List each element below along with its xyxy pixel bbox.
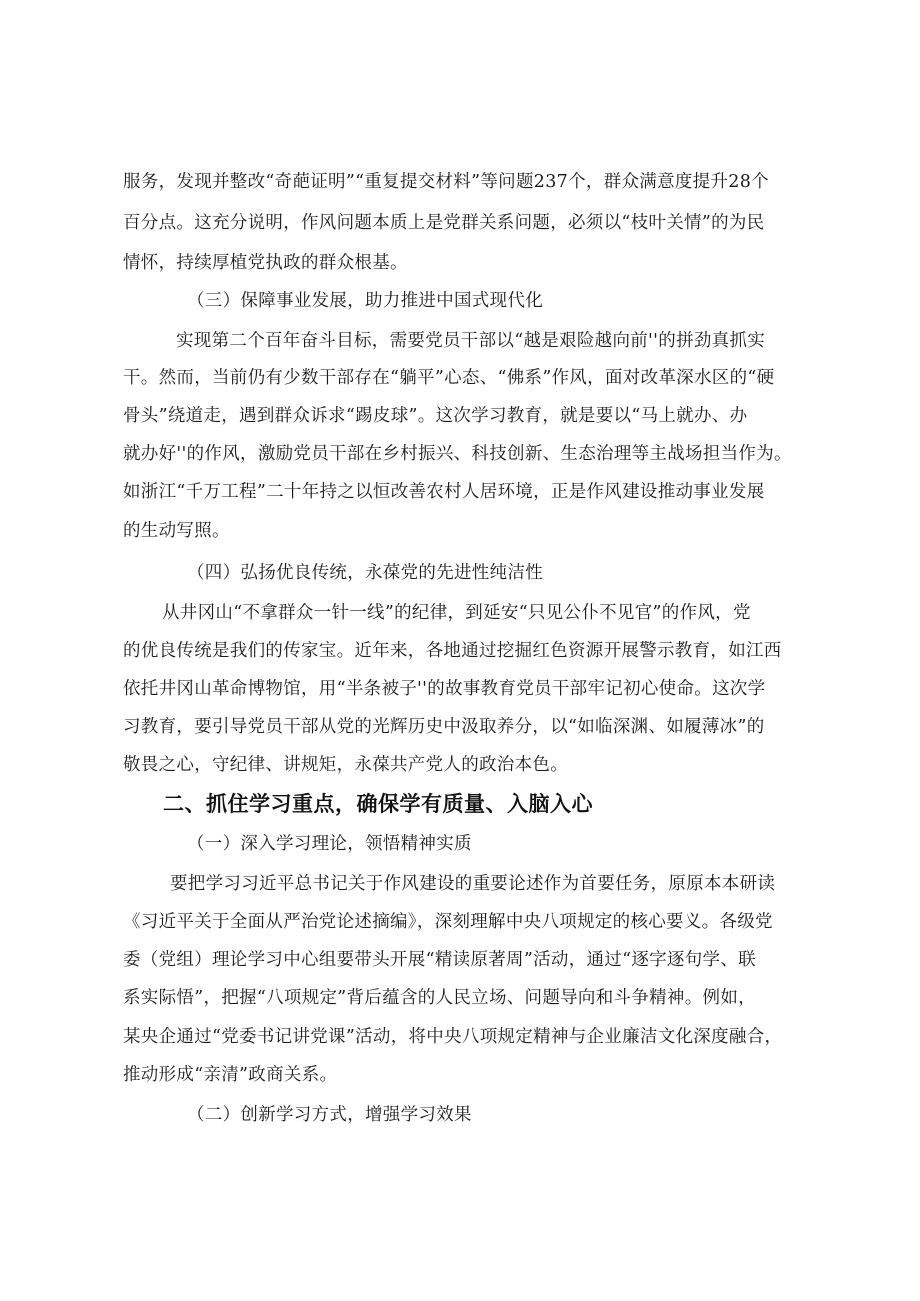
- text-line: 实现第二个百年奋斗目标，需要党员干部以“越是艰险越向前''的拼劲真抓实: [176, 331, 766, 351]
- text-line: 就办好''的作风，激励党员干部在乡村振兴、科技创新、生态治理等主战场担当作为。: [123, 444, 792, 464]
- subheading: （一）深入学习理论，领悟精神实质: [187, 834, 472, 854]
- text-line: 干。然而，当前仍有少数干部存在“躺平”心态、“佛系”作风，面对改革深水区的“硬: [123, 368, 775, 388]
- text-line: 要把学习习近平总书记关于作风建设的重要论述作为首要任务，原原本本研读: [170, 874, 776, 894]
- subheading: （四）弘扬优良传统，永葆党的先进性纯洁性: [187, 563, 543, 583]
- text-line: 情怀，持续厚植党执政的群众根基。: [123, 253, 408, 273]
- text-line: 《习近平关于全面从严治党论述摘编》，深刻理解中央八项规定的核心要义。各级党: [123, 912, 773, 932]
- text-line: 习教育，要引导党员干部从党的光辉历史中汲取养分，以“如临深渊、如履薄冰”的: [123, 717, 765, 737]
- text-line: 的生动写照。: [123, 521, 230, 541]
- text-line: 如浙江“千万工程”二十年持之以恒改善农村人居环境，正是作风建设推动事业发展: [123, 482, 765, 502]
- text-line: 百分点。这充分说明，作风问题本质上是党群关系问题，必须以“枝叶关情”的为民: [123, 213, 765, 233]
- subheading: （三）保障事业发展，助力推进中国式现代化: [187, 291, 543, 311]
- subheading: （二）创新学习方式，增强学习效果: [187, 1105, 472, 1125]
- text-line: 的优良传统是我们的传家宝。近年来，各地通过挖掘红色资源开展警示教育，如江西: [123, 641, 782, 661]
- text-line: 某央企通过“党委书记讲党课”活动，将中央八项规定精神与企业廉洁文化深度融合，: [123, 1027, 783, 1047]
- text-line: 骨头”绕道走，遇到群众诉求“踢皮球”。这次学习教育，就是要以“马上就办、办: [123, 406, 748, 426]
- text-line: 依托井冈山革命博物馆，用“半条被子''的故事教育党员干部牢记初心使命。这次学: [123, 679, 766, 699]
- text-line: 系实际悟”，把握“八项规定”背后蕴含的人民立场、问题导向和斗争精神。例如，: [123, 988, 756, 1008]
- text-line: 服务，发现并整改“奇葩证明”“重复提交材料”等问题237个，群众满意度提升28个: [123, 172, 769, 192]
- section-heading: 二、抓住学习重点，确保学有质量、入脑入心: [163, 792, 593, 816]
- text-line: 推动形成“亲清”政商关系。: [123, 1065, 338, 1085]
- text-line: 委（党组）理论学习中心组要带头开展“精读原著周”活动，通过“逐字逐句学、联: [123, 950, 756, 970]
- text-line: 从井冈山“不拿群众一针一线”的纪律，到延安“只见公仆不见官”的作风，党: [162, 603, 751, 623]
- text-line: 敬畏之心，守纪律、讲规矩，永葆共产党人的政治本色。: [123, 755, 568, 775]
